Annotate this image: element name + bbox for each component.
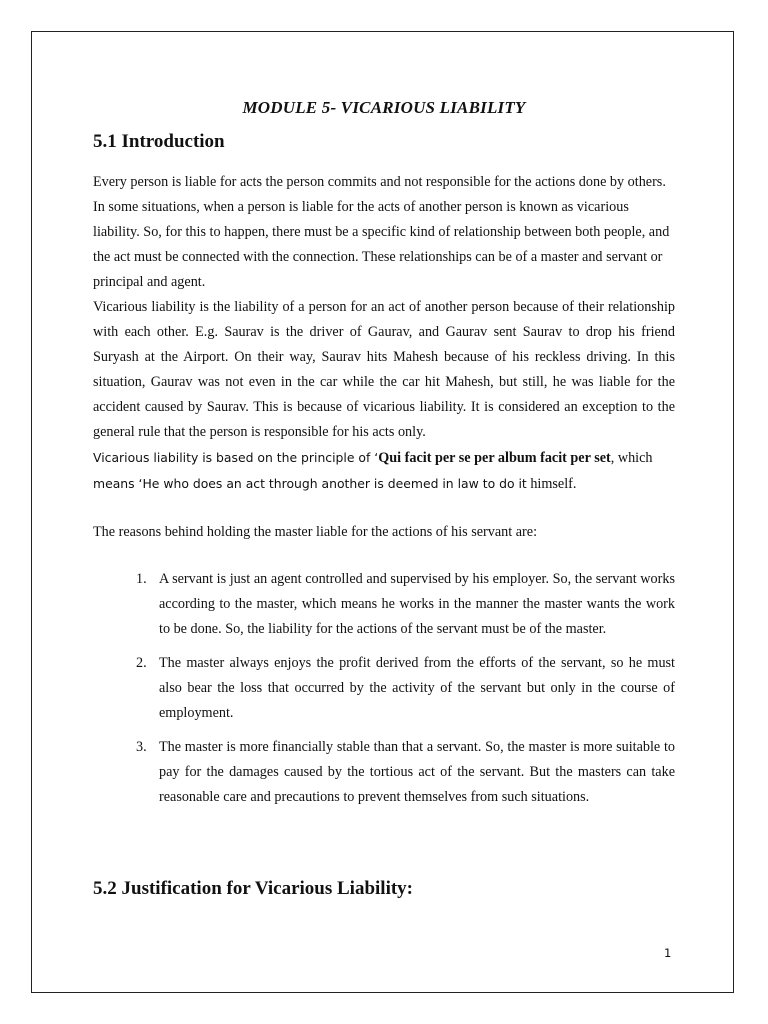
reasons-intro: The reasons behind holding the master liable for the actions of his servant are: [93,524,538,540]
intro-paragraph-1: Every person is liable for acts the person commits and not responsible for the actions done by others. In some situations, when a person is liable for the acts of another person is known as vicarious liability. So, for this to happen, there must be a specific kind of relationship between both people, and the act must be connected with the connection. These relationships can be of a master and servant or principal and agent. [93,174,670,290]
list-item-number: 3. [136,739,147,755]
principle-maxim: Qui facit per se per album facit per set [378,450,611,466]
intro-paragraph-2-text: Vicarious liability is the liability of a person for an act of another person because of their relationship with each other. E.g. Saurav is the driver of Gaurav, and Gaurav sent Saurav to drop his friend Suryash at the Airport. On their way, Saurav hits Mahesh because of his reckless driving. In this situation, Gaurav was not even in the car while the car hit Mahesh, but still, he was liable for the accident caused by Saurav. This is because of vicarious liability. It is considered an exception to the general rule that the person is responsible for his acts only. [93,299,675,440]
principle-end: himself. [526,476,577,492]
reasons-list [93,567,675,810]
principle-line-2 [93,471,675,497]
list-item-text: The master is more financially stable than that a servant. So, the master is more suitable to pay for the damages caused by the tortious act of the servant. But the masters can take reasonable care and precautions to prevent themselves from such situations. [159,739,675,805]
list-item [93,735,675,810]
page-number: 1 [664,946,672,960]
list-item-number: 1. [136,571,147,587]
module-title-wrap [93,96,675,120]
list-item-text: A servant is just an agent controlled and supervised by his employer. So, the servant works according to the master, which means he works in the manner the master wants the work to be done. So, the liability for the actions of the servant must be of the master. [159,571,675,637]
section-heading-justification: 5.2 Justification for Vicarious Liability: [93,878,414,899]
list-item-text: The master always enjoys the profit derived from the efforts of the servant, so he must also bear the loss that occurred by the activity of the servant but only in the course of employment. [159,655,675,721]
intro-paragraph-2 [93,295,675,497]
section-heading-introduction: 5.1 Introduction [93,131,225,152]
principle-intro: Vicarious liability is based on the principle of ‘ [93,450,379,465]
list-item-number: 2. [136,655,147,671]
principle-after: , which [610,450,653,466]
list-item [93,651,675,726]
principle-line [93,445,675,471]
principle-meaning: means ‘He who does an act through another is deemed in law to do it [93,476,527,491]
list-item [93,567,675,642]
module-title: MODULE 5- VICARIOUS LIABILITY [242,98,526,117]
